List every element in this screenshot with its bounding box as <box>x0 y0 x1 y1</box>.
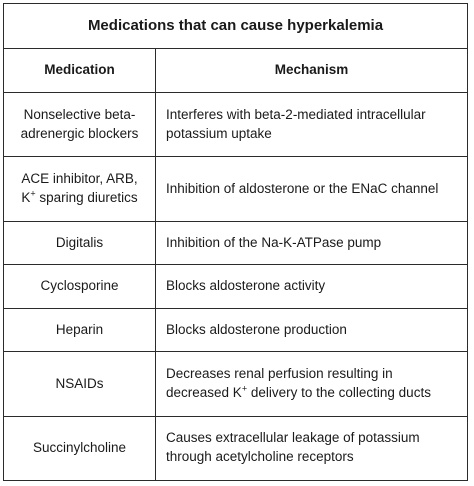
table-row <box>4 93 468 157</box>
mechanism-line: through acetylcholine receptors <box>166 449 354 465</box>
mechanism-cell <box>156 93 468 157</box>
table-title: Medications that can cause hyperkalemia <box>4 4 468 49</box>
mechanism-cell <box>156 221 468 265</box>
mechanism-line: Decreases renal perfusion resulting in <box>166 366 393 382</box>
table-row <box>4 352 468 416</box>
medication-line: sparing diuretics <box>39 190 138 206</box>
medication-cell <box>4 308 156 352</box>
medication-line: adrenergic blockers <box>20 125 139 141</box>
header-mechanism: Mechanism <box>156 48 468 93</box>
medication-cell <box>4 93 156 157</box>
title-row <box>4 4 468 49</box>
medication-cell <box>4 265 156 309</box>
mechanism-cell <box>156 416 468 480</box>
hyperkalemia-medications-table <box>3 3 468 481</box>
table-row <box>4 157 468 221</box>
table-row <box>4 221 468 265</box>
mechanism-line: Inhibition of aldosterone or the ENaC channel <box>166 180 439 196</box>
mechanism-line: Inhibition of the Na-K-ATPase pump <box>166 234 382 250</box>
medication-line: Digitalis <box>55 234 104 250</box>
mechanism-cell <box>156 352 468 416</box>
medication-line: K <box>21 190 31 206</box>
medication-cell <box>4 221 156 265</box>
medication-line: Cyclosporine <box>40 278 119 294</box>
table-row <box>4 308 468 352</box>
superscript-plus: + <box>241 383 248 394</box>
medication-cell <box>4 352 156 416</box>
medication-line: NSAIDs <box>55 375 104 391</box>
medication-line: Nonselective beta- <box>23 106 136 122</box>
mechanism-line: delivery to the collecting ducts <box>250 385 431 400</box>
medication-line: Heparin <box>55 321 104 337</box>
mechanism-cell <box>156 265 468 309</box>
medications-table <box>3 3 468 481</box>
mechanism-line: Blocks aldosterone activity <box>166 278 326 294</box>
mechanism-cell <box>156 308 468 352</box>
medication-cell <box>4 416 156 480</box>
mechanism-line: potassium uptake <box>166 125 272 141</box>
mechanism-line: Blocks aldosterone production <box>166 321 347 337</box>
mechanism-line: Causes extracellular leakage of potassium <box>166 430 420 446</box>
table-row <box>4 416 468 480</box>
mechanism-cell <box>156 157 468 221</box>
header-row <box>4 48 468 93</box>
mechanism-line: decreased K <box>166 385 242 400</box>
medication-line: Succinylcholine <box>32 439 127 455</box>
medication-cell <box>4 157 156 221</box>
mechanism-line: Interferes with beta-2-mediated intracellular <box>166 106 426 122</box>
medication-line: ACE inhibitor, ARB, <box>21 171 138 187</box>
table-row <box>4 265 468 309</box>
superscript-plus: + <box>30 188 36 199</box>
header-medication: Medication <box>4 48 156 93</box>
